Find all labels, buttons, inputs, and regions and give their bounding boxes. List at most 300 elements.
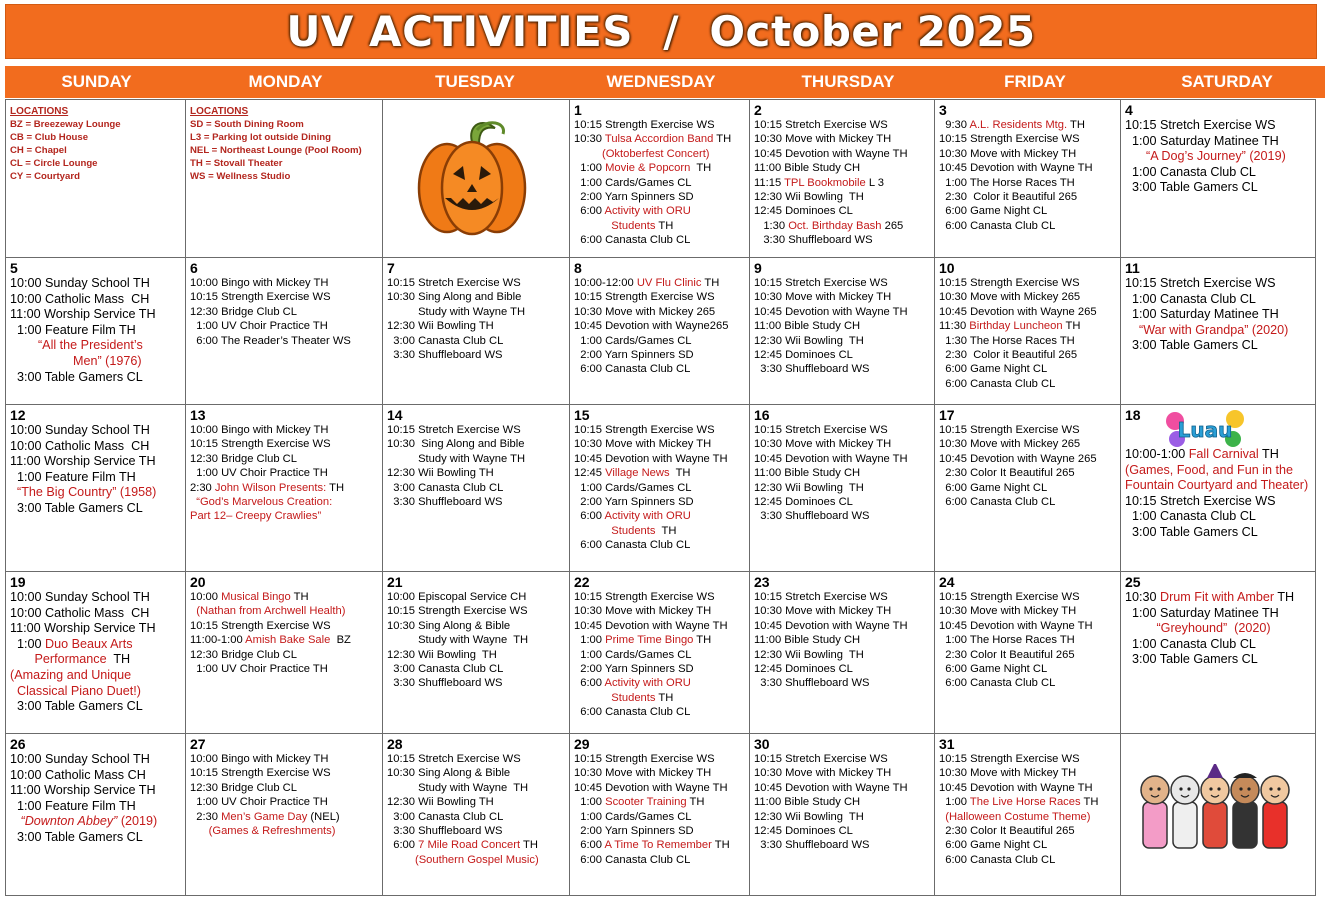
event-highlight: (Halloween Costume Theme) (939, 810, 1091, 823)
event-text: 1:00 Cards/Games CL (574, 648, 692, 661)
event-line (939, 619, 1117, 633)
event-text: 3:30 Shuffleboard WS (387, 677, 503, 690)
event-line (574, 853, 746, 867)
event-text: 3:00 Table Gamers CL (1125, 524, 1258, 539)
event-highlight: Musical Bingo (221, 591, 291, 603)
event-text: 1:00 Saturday Matinee TH (1125, 605, 1279, 620)
event-line (754, 305, 931, 319)
event-text: Study with Wayne TH (387, 634, 529, 647)
event-text: 3:00 Table Gamers CL (1125, 652, 1258, 667)
event-text: 12:30 Bridge Club CL (190, 781, 297, 794)
event-line (939, 752, 1117, 766)
event-line (387, 423, 566, 437)
event-text: 10:00 Catholic Mass CH (10, 767, 146, 782)
weekday-header-wednesday: WEDNESDAY (606, 72, 716, 91)
event-line (10, 370, 182, 386)
event-text: 11:00-1:00 (190, 634, 246, 647)
event-text: 12:30 Wii Bowling TH (754, 810, 864, 823)
event-line (939, 305, 1117, 319)
event-text: 10:30 Sing Along and Bible (387, 291, 522, 304)
locations-heading: LOCATIONS (190, 106, 249, 117)
event-text: 1:00 UV Choir Practice TH (190, 467, 328, 480)
weekday-header-tuesday: TUESDAY (435, 72, 515, 91)
event-line (939, 147, 1117, 161)
event-line (754, 766, 931, 780)
event-text: 10:00-1:00 (1125, 447, 1189, 461)
event-text: 1:00 (574, 796, 606, 809)
event-line (574, 219, 746, 233)
calendar-day-cell (934, 571, 1121, 734)
event-line (574, 662, 746, 676)
event-text: 1:00 Saturday Matinee TH (1125, 307, 1279, 322)
event-text: 10:30 Move with Mickey 265 (939, 291, 1081, 304)
day-number: 29 (574, 736, 590, 752)
event-line (1125, 494, 1312, 510)
event-text: 6:00 Canasta Club CL (574, 234, 691, 247)
event-text: 3:00 Canasta Club CL (387, 481, 504, 494)
event-text: 12:45 Dominoes CL (754, 663, 853, 676)
event-line (387, 452, 566, 466)
event-line (387, 290, 566, 304)
calendar-day-cell (382, 404, 570, 572)
day-number: 4 (1125, 102, 1133, 118)
event-line (190, 824, 379, 838)
event-text: TH (106, 652, 131, 667)
event-text: 1:00 (10, 636, 46, 651)
luau-logo-icon (1163, 407, 1247, 456)
event-text: Study with Wayne TH (387, 781, 529, 794)
calendar-day-cell (569, 257, 750, 405)
event-line (754, 676, 931, 690)
event-text: TH (655, 219, 674, 232)
event-line (10, 699, 182, 715)
event-line (10, 606, 182, 622)
event-line (190, 662, 379, 676)
event-line (10, 470, 182, 486)
event-line (387, 319, 566, 333)
event-line (574, 705, 746, 719)
calendar-day-cell (1120, 571, 1316, 734)
event-text: TH (711, 839, 730, 852)
event-text: 10:30 (574, 133, 605, 146)
event-line (754, 190, 931, 204)
event-text: 10:00 Catholic Mass CH (10, 438, 150, 453)
event-text: 3:00 Table Gamers CL (10, 500, 143, 515)
event-line (190, 466, 379, 480)
calendar-day-cell (185, 733, 383, 896)
event-line (939, 662, 1117, 676)
event-highlight: Prime Time Bingo (605, 634, 694, 647)
event-text: 2:30 Color it Beautiful 265 (939, 191, 1078, 204)
event-line (574, 781, 746, 795)
event-text: 10:15 Strength Exercise WS (939, 591, 1080, 603)
event-text: 2:30 Color it Beautiful 265 (939, 349, 1078, 362)
event-highlight: Performance (10, 652, 107, 667)
event-line (574, 334, 746, 348)
event-highlight: Fall Carnival (1188, 447, 1259, 461)
event-text: Study with Wayne TH (387, 452, 526, 465)
event-text: 10:15 Stretch Exercise WS (1125, 118, 1276, 132)
event-line (387, 633, 566, 647)
event-line (387, 766, 566, 780)
day-number: 24 (939, 574, 955, 590)
event-line (939, 319, 1117, 333)
event-highlight: (Oktoberfest Concert) (574, 147, 710, 160)
pumpkin-cell (382, 99, 570, 258)
calendar-day-cell (382, 571, 570, 734)
event-highlight: (Games & Refreshments) (190, 825, 336, 838)
event-text: 10:30 Move with Mickey TH (939, 767, 1077, 780)
event-text: 12:30 Wii Bowling TH (754, 648, 864, 661)
event-line (387, 824, 566, 838)
event-text: 10:30 Move with Mickey 265 (939, 438, 1081, 451)
event-text: 11:00 Worship Service TH (10, 307, 156, 322)
event-text: TH (690, 162, 712, 175)
calendar-day-cell (934, 257, 1121, 405)
event-text: 3:00 Table Gamers CL (10, 829, 143, 844)
event-text: TH (1274, 590, 1295, 604)
event-line (939, 781, 1117, 795)
calendar-day-cell (382, 733, 570, 896)
event-text: 9:30 (939, 119, 970, 131)
event-highlight: (1976) (101, 353, 142, 368)
event-text: 10:30 Move with Mickey TH (754, 133, 892, 146)
event-highlight: Village News (605, 467, 670, 480)
event-text: 3:30 Shuffleboard WS (754, 363, 870, 376)
event-text: 10:30 Move with Mickey TH (574, 605, 712, 618)
day-number: 1 (574, 102, 582, 118)
event-line (387, 853, 566, 867)
event-line (1125, 478, 1312, 494)
event-line (754, 348, 931, 362)
event-line (574, 676, 746, 690)
jack-o-lantern-icon (417, 112, 527, 241)
event-line (939, 204, 1117, 218)
event-text: 6:00 Canasta Club CL (939, 853, 1056, 866)
event-line (574, 619, 746, 633)
event-text: 10:30 Sing Along and Bible (387, 438, 525, 451)
event-line (939, 423, 1117, 437)
day-number: 2 (754, 102, 762, 118)
event-line (939, 118, 1117, 132)
event-line (574, 524, 746, 538)
calendar-day-cell (749, 404, 935, 572)
event-line (939, 132, 1117, 146)
event-line (1125, 323, 1312, 339)
event-highlight: Duo Beaux Arts (45, 636, 133, 651)
day-number: 23 (754, 574, 770, 590)
event-text: 10:15 Stretch Exercise WS (754, 591, 888, 603)
event-text: 10:00-12:00 (574, 277, 637, 289)
event-line (1125, 606, 1312, 622)
event-text: 10:45 Devotion with Wayne TH (754, 452, 908, 465)
event-text: 10:00 Episcopal Service CH (387, 591, 527, 603)
event-line (190, 437, 379, 451)
event-line (387, 481, 566, 495)
event-line (754, 810, 931, 824)
event-text: 12:30 Wii Bowling TH (754, 334, 864, 347)
event-line (939, 437, 1117, 451)
event-line (190, 290, 379, 304)
event-text: 10:30 Move with Mickey TH (754, 605, 892, 618)
event-text: 10:45 Devotion with Wayne 265 (939, 452, 1097, 465)
event-text: 12:30 Wii Bowling TH (387, 467, 494, 480)
event-text: 10:30 Sing Along & Bible (387, 619, 511, 632)
event-text: 2:00 Yarn Spinners SD (574, 191, 694, 204)
event-highlight: “Downton Abbey” (10, 814, 118, 829)
event-line (754, 176, 931, 190)
event-text: 10:30 (1125, 590, 1161, 604)
event-text: 3:00 Canasta Club CL (387, 663, 504, 676)
event-line (754, 824, 931, 838)
event-line (754, 161, 931, 175)
event-line (754, 204, 931, 218)
event-line (939, 633, 1117, 647)
event-text: 1:00 Canasta Club CL (1125, 291, 1256, 306)
calendar-day-cell (569, 404, 750, 572)
event-line (10, 354, 182, 370)
event-line (574, 691, 746, 705)
event-highlight: “God’s Marvelous Creation: (190, 496, 333, 509)
event-line (1125, 276, 1312, 292)
event-text: 10:15 Stretch Exercise WS (387, 277, 521, 289)
event-text: 2:00 Yarn Spinners SD (574, 496, 694, 509)
event-line (754, 147, 931, 161)
event-line (190, 766, 379, 780)
event-text: 10:45 Devotion with Wayne TH (574, 619, 728, 632)
weekday-header-sunday: SUNDAY (61, 72, 132, 91)
event-line (1125, 149, 1312, 165)
event-text: 11:00 Worship Service TH (10, 783, 156, 798)
location-legend-item: SD = South Dining Room (190, 119, 304, 130)
event-text: 10:00 Catholic Mass CH (10, 291, 150, 306)
event-text: 10:45 Devotion with Wayne TH (939, 619, 1093, 632)
event-text: 6:00 Canasta Club CL (574, 853, 691, 866)
event-line (387, 604, 566, 618)
event-text: 10:15 Strength Exercise WS (574, 119, 715, 131)
event-text: TH (520, 839, 538, 852)
event-text: 10:45 Devotion with Wayne TH (574, 781, 728, 794)
event-text: TH (1067, 119, 1085, 131)
location-legend-item: NEL = Northeast Lounge (Pool Room) (190, 145, 362, 156)
event-line (939, 219, 1117, 233)
event-line (10, 454, 182, 470)
event-line (1125, 652, 1312, 668)
event-text: 10:30 Move with Mickey TH (939, 605, 1077, 618)
event-highlight: Classical Piano Duet!) (10, 683, 141, 698)
event-text: 2:30 Color It Beautiful 265 (939, 825, 1075, 838)
event-line (190, 590, 379, 604)
event-text: L 3 (865, 176, 884, 189)
calendar-day-cell (569, 733, 750, 896)
event-text: 10:00 Sunday School TH (10, 590, 150, 604)
event-line (10, 621, 182, 637)
event-line (574, 319, 746, 333)
event-text: 11:00 Worship Service TH (10, 454, 156, 469)
event-line (754, 662, 931, 676)
event-highlight: Movie & Popcorn (605, 162, 691, 175)
event-text: 10:15 Strength Exercise WS (939, 133, 1080, 146)
calendar-day-cell (5, 404, 186, 572)
event-line (754, 604, 931, 618)
event-text: 6:00 (574, 839, 605, 852)
day-number: 7 (387, 260, 395, 276)
event-text: 10:30 Move with Mickey TH (574, 767, 712, 780)
event-text: 1:00 (939, 796, 970, 809)
event-text: 3:30 Shuffleboard WS (754, 839, 870, 852)
calendar-day-cell (382, 257, 570, 405)
event-line (10, 276, 182, 292)
event-line (387, 662, 566, 676)
event-line (574, 176, 746, 190)
event-line (574, 824, 746, 838)
event-line (387, 810, 566, 824)
event-highlight: 7 Mile Road Concert (418, 839, 521, 852)
event-text: 12:45 Dominoes CL (754, 825, 853, 838)
event-text: 10:15 Strength Exercise WS (190, 619, 331, 632)
day-number: 27 (190, 736, 206, 752)
event-text: 10:15 Strength Exercise WS (190, 438, 331, 451)
event-text: TH (1258, 447, 1279, 461)
event-text: 10:45 Devotion with Wayne TH (939, 162, 1093, 175)
calendar-day-cell (185, 404, 383, 572)
day-number: 5 (10, 260, 18, 276)
event-text: 11:15 (754, 176, 785, 189)
calendar-day-cell (749, 733, 935, 896)
event-line (1125, 307, 1312, 323)
event-text: 3:30 Shuffleboard WS (387, 825, 503, 838)
location-legend-item: L3 = Parking lot outside Dining (190, 132, 331, 143)
location-legend-item: TH = Stovall Theater (190, 158, 283, 169)
event-text: TH (669, 467, 691, 480)
locations-legend-sunday (5, 99, 186, 258)
location-legend-item: CB = Club House (10, 132, 89, 143)
event-text: 10:45 Devotion with Wayne TH (939, 781, 1093, 794)
event-line (754, 423, 931, 437)
event-text: TH (326, 481, 345, 494)
event-line (10, 814, 182, 830)
day-number: 21 (387, 574, 403, 590)
event-line (574, 838, 746, 852)
event-line (754, 633, 931, 647)
event-text: 10:30 Sing Along & Bible (387, 767, 511, 780)
event-text: 10:30 Move with Mickey TH (754, 438, 892, 451)
event-line (574, 290, 746, 304)
event-text: 1:00 Canasta Club CL (1125, 164, 1256, 179)
event-line (574, 276, 746, 290)
event-text: 10:00 Sunday School TH (10, 423, 150, 437)
event-line (939, 676, 1117, 690)
weekday-header-monday: MONDAY (248, 72, 323, 91)
event-text: 6:00 (574, 677, 605, 690)
event-text: 10:15 Stretch Exercise WS (754, 277, 888, 289)
event-line (387, 838, 566, 852)
event-text: 10:00 Bingo with Mickey TH (190, 753, 329, 765)
event-text: TH (713, 133, 732, 146)
calendar-day-cell (5, 257, 186, 405)
event-line (10, 668, 182, 684)
event-highlight: Men” (10, 353, 102, 368)
event-line (10, 752, 182, 768)
calendar-day-cell (749, 99, 935, 258)
event-text: 10:30 Move with Mickey TH (939, 147, 1077, 160)
event-highlight: Activity with ORU (604, 510, 691, 523)
event-text: 10:45 Devotion with Wayne TH (754, 305, 908, 318)
event-line (1125, 525, 1312, 541)
event-text: 1:00 UV Choir Practice TH (190, 320, 328, 333)
event-line (939, 348, 1117, 362)
event-text: 2:30 (190, 810, 222, 823)
event-text: 12:30 Wii Bowling TH (387, 648, 497, 661)
event-line (574, 590, 746, 604)
event-text: 1:00 Canasta Club CL (1125, 509, 1256, 524)
event-text: 11:00 Worship Service TH (10, 621, 156, 636)
event-line (574, 233, 746, 247)
day-number: 28 (387, 736, 403, 752)
day-number: 31 (939, 736, 955, 752)
event-text: 10:45 Devotion with Wayne TH (754, 781, 908, 794)
event-line (754, 838, 931, 852)
day-number: 18 (1125, 407, 1141, 423)
event-text: 10:30 Move with Mickey 265 (574, 305, 716, 318)
location-legend-item: CH = Chapel (10, 145, 67, 156)
event-text: 1:00 Feature Film TH (10, 798, 136, 813)
event-text: 6:00 Game Night CL (939, 839, 1048, 852)
event-line (387, 276, 566, 290)
event-text: 12:30 Wii Bowling TH (387, 320, 494, 333)
event-text: 12:30 Bridge Club CL (190, 305, 297, 318)
event-line (190, 604, 379, 618)
event-line (574, 161, 746, 175)
event-text: 3:00 Canasta Club CL (387, 810, 504, 823)
event-text: 10:30 Move with Mickey TH (754, 291, 892, 304)
event-text: 10:15 Strength Exercise WS (190, 767, 331, 780)
event-line (939, 362, 1117, 376)
event-line (190, 423, 379, 437)
event-text: 1:00 Cards/Games CL (574, 176, 692, 189)
calendar-day-cell (934, 99, 1121, 258)
event-text: 1:00 (574, 634, 606, 647)
event-highlight: Students (574, 524, 656, 537)
event-text: 1:00 Cards/Games CL (574, 334, 692, 347)
event-line (1125, 463, 1312, 479)
day-number: 14 (387, 407, 403, 423)
event-text: 1:00 Saturday Matinee TH (1125, 133, 1279, 148)
event-line (574, 810, 746, 824)
event-highlight: Oct. Birthday Bash (788, 219, 882, 232)
event-line (939, 377, 1117, 391)
event-text: 11:00 Bible Study CH (754, 796, 861, 809)
event-line (939, 853, 1117, 867)
event-text: 12:45 Dominoes CL (754, 496, 853, 509)
event-line (939, 604, 1117, 618)
event-line (574, 118, 746, 132)
day-number: 26 (10, 736, 26, 752)
event-text: 11:00 Bible Study CH (754, 467, 861, 480)
event-text: 1:00 Cards/Games CL (574, 481, 692, 494)
event-text: 3:30 Shuffleboard WS (754, 234, 873, 247)
event-text: 10:15 Stretch Exercise WS (1125, 276, 1276, 290)
day-number: 19 (10, 574, 26, 590)
event-text: 10:45 Devotion with Wayne TH (574, 452, 728, 465)
day-number: 15 (574, 407, 590, 423)
event-text: TH (1062, 320, 1081, 333)
event-text: 6:00 Game Night CL (939, 663, 1048, 676)
event-text: 10:45 Devotion with Wayne265 (574, 320, 729, 333)
event-line (190, 648, 379, 662)
calendar-day-cell (185, 257, 383, 405)
event-line (754, 481, 931, 495)
